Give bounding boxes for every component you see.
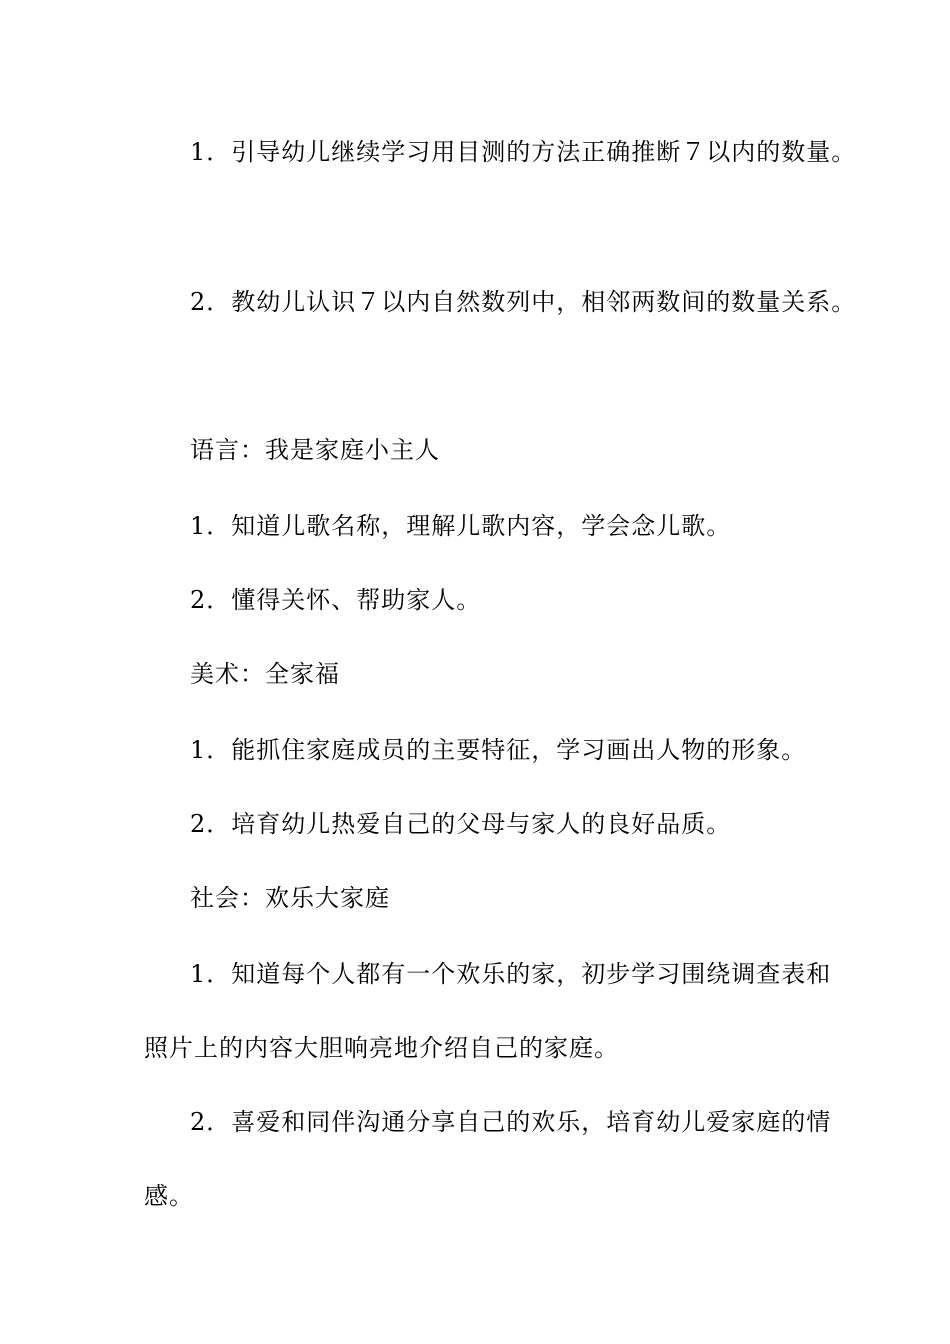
math-goal-1: 1．引导幼儿继续学习用目测的方法正确推断７以内的数量。	[190, 138, 857, 166]
language-item-1: 1．知道儿歌名称，理解儿歌内容，学会念儿歌。	[190, 512, 732, 540]
math-goal-2: 2．教幼儿认识７以内自然数列中，相邻两数间的数量关系。	[190, 288, 857, 316]
art-heading: 美术：全家福	[190, 660, 340, 688]
social-item-2-line-1: 2．喜爱和同伴沟通分享自己的欢乐，培育幼儿爱家庭的情	[190, 1108, 832, 1136]
social-item-1-line-2: 照片上的内容大胆响亮地介绍自己的家庭。	[144, 1034, 619, 1062]
social-heading: 社会：欢乐大家庭	[190, 884, 390, 912]
social-item-1-line-1: 1．知道每个人都有一个欢乐的家，初步学习围绕调查表和	[190, 960, 832, 988]
language-heading: 语言：我是家庭小主人	[190, 436, 440, 464]
social-item-2-line-2: 感。	[144, 1182, 194, 1210]
art-item-1: 1．能抓住家庭成员的主要特征，学习画出人物的形象。	[190, 736, 807, 764]
language-item-2: 2．懂得关怀、帮助家人。	[190, 586, 482, 614]
art-item-2: 2．培育幼儿热爱自己的父母与家人的良好品质。	[190, 810, 732, 838]
